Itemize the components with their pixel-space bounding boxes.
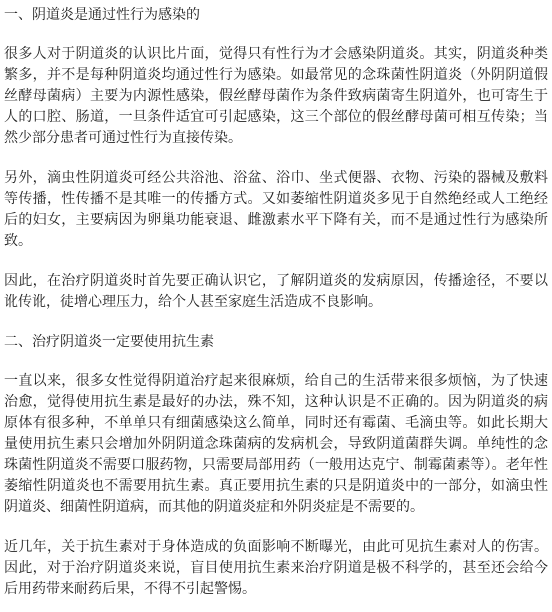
section-1-paragraph-2: 另外，滴虫性阴道炎可经公共浴池、浴盆、浴巾、坐式便器、衣物、污染的器械及敷料等传播，性传播不是其唯一的传播方式。又如萎缩性阴道炎多见于自然绝经或人工绝经后的妇女，主要病因为卵巢功能衰退、雌激素水平下降有关，而不是通过性行为感染所致。	[4, 170, 548, 249]
section-1-paragraph-1: 很多人对于阴道炎的认识比片面，觉得只有性行为才会感染阴道炎。其实，阴道炎种类繁多，并不是每种阴道炎均通过性行为感染。如最常见的念珠菌性阴道炎（外阴阴道假丝酵母菌病）主要为内源性感染，假丝酵母菌作为条件致病菌寄生阴道外，也可寄生于人的口腔、肠道，一旦条件适宜可引起感染，这三个部位的假丝酵母菌可相互传染；当然少部分患者可通过性行为直接传染。	[4, 46, 548, 146]
section-2-paragraph-2: 近几年，关于抗生素对于身体造成的负面影响不断曝光，由此可见抗生素对人的伤害。因此，对于治疗阴道炎来说，盲目使用抗生素来治疗阴道是极不科学的，甚至还会给今后用药带来耐药后果，不得不引起警惕。	[4, 539, 548, 597]
section-1-heading: 一、阴道炎是通过性行为感染的	[4, 7, 200, 23]
section-1-paragraph-3: 因此，在治疗阴道炎时首先要正确认识它，了解阴道炎的发病原因，传播途径，不要以讹传讹，徒增心理压力，给个人甚至家庭生活造成不良影响。	[4, 273, 548, 310]
section-2-heading: 二、治疗阴道炎一定要使用抗生素	[4, 334, 214, 350]
section-2-paragraph-1: 一直以来，很多女性觉得阴道治疗起来很麻烦，给自己的生活带来很多烦恼，为了快速治愈，觉得使用抗生素是最好的办法，殊不知，这种认识是不正确的。因为阴道炎的病原体有很多种，不单单只有细菌感染这么简单，同时还有霉菌、毛滴虫等。如此长期大量使用抗生素只会增加外阴阴道念珠菌病的发病机会，导致阴道菌群失调。单纯性的念珠菌性阴道炎不需要口服药物，只需要局部用药（一般用达克宁、制霉菌素等）。老年性萎缩性阴道炎也不需要用抗生素。真正要用抗生素的只是阴道炎中的一部分，如滴虫性阴道炎、细菌性阴道病，而其他的阴道炎症和外阴炎症是不需要的。	[4, 373, 548, 515]
